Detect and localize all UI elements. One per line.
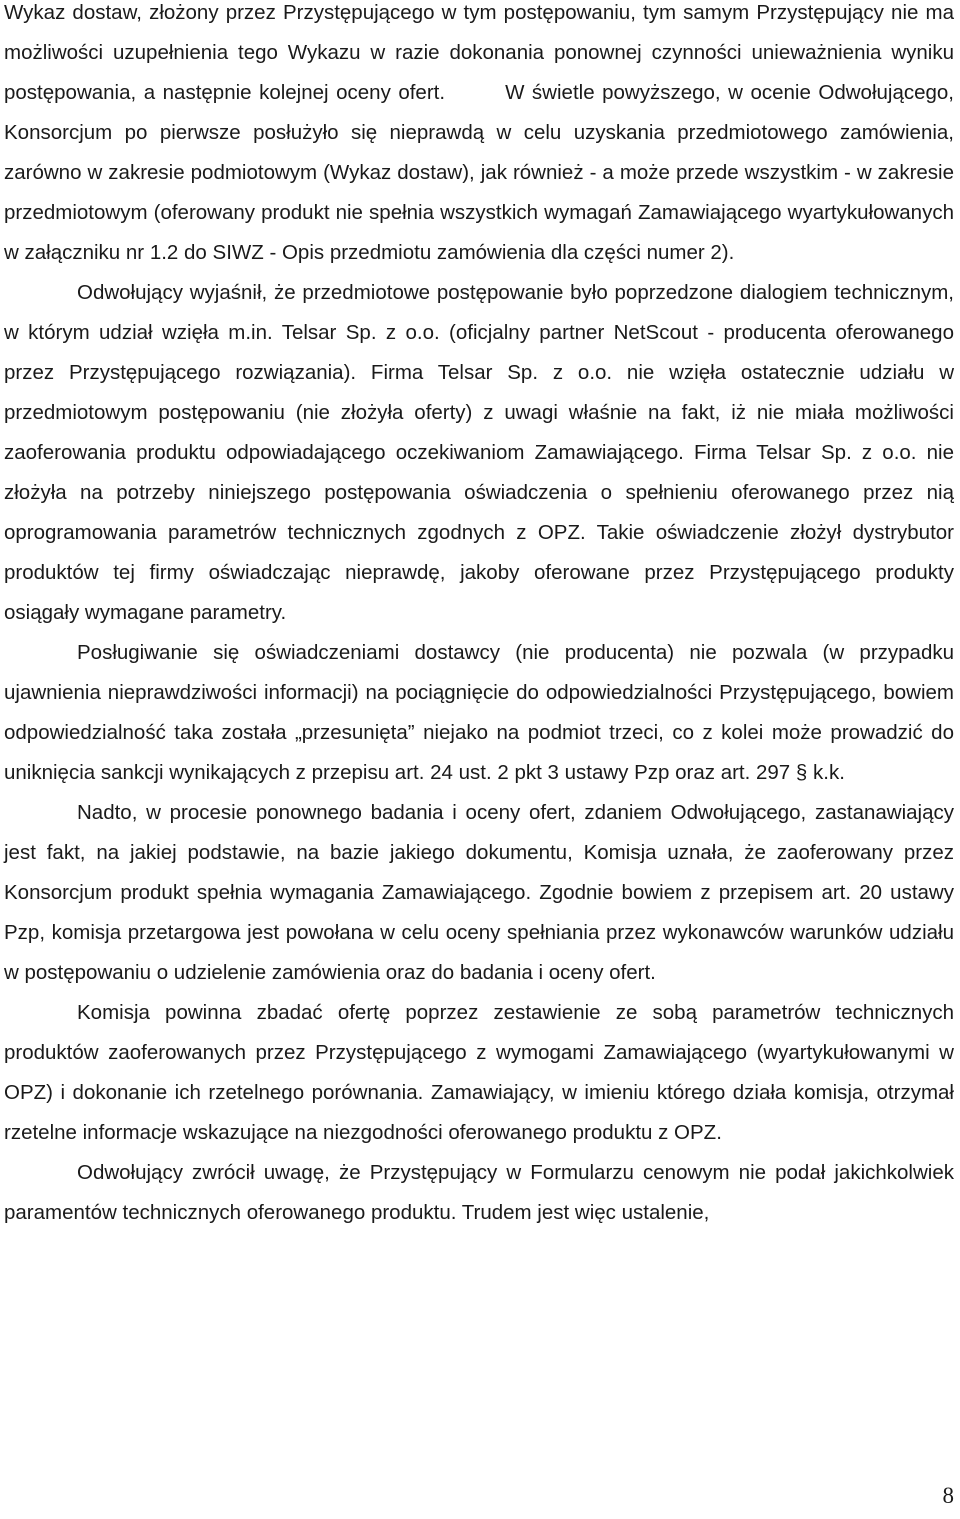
paragraph-3: Posługiwanie się oświadczeniami dostawcy (nie producenta) nie pozwala (w przypadku ujawnienia nieprawdziwości informacji) na pociągnięcie do odpowiedzialności Przystępującego, bowiem odpowiedzialność taka została „przesunięta” niejako na podmiot trzeci, co z kolei może prowadzić do uniknięcia sankcji wynikających z przepisu art. 24 ust. 2 pkt 3 ustawy Pzp oraz art. 297 § k.k. [4, 641, 954, 784]
paragraph-1-continuation: W świetle powyższego, w ocenie Odwołującego, Konsorcjum po pierwsze posłużyło się nieprawdą w celu uzyskania przedmiotowego zamówienia, zarówno w zakresie podmiotowym (Wykaz dostaw), jak również - a może przede wszystkim - w zakresie przedmiotowym (oferowany produkt nie spełnia wszystkich wymagań Zamawiającego wyartykułowanych w załączniku nr 1.2 do SIWZ - Opis przedmiotu zamówienia dla części numer 2). [4, 81, 954, 264]
paragraph-2: Odwołujący wyjaśnił, że przedmiotowe postępowanie było poprzedzone dialogiem technicznym, w którym udział wzięła m.in. Telsar Sp. z o.o. (oficjalny partner NetScout - producenta oferowanego przez Przystępującego rozwiązania). Firma Telsar Sp. z o.o. nie wzięła ostatecznie udziału w przedmiotowym postępowaniu (nie złożyła oferty) z uwagi właśnie na fakt, iż nie miała możliwości zaoferowania produktu odpowiadającego oczekiwaniom Zamawiającego. Firma Telsar Sp. z o.o. nie złożyła na potrzeby niniejszego postępowania oświadczenia o spełnieniu oferowanego przez nią oprogramowania parametrów technicznych zgodnych z OPZ. Takie oświadczenie złożył dystrybutor produktów tej firmy oświadczając nieprawdę, jakoby oferowane przez Przystępującego produkty osiągały wymagane parametry. [4, 281, 954, 624]
page-number: 8 [942, 1483, 954, 1508]
paragraph-6: Odwołujący zwrócił uwagę, że Przystępujący w Formularzu cenowym nie podał jakichkolwiek paramentów technicznych oferowanego produktu. Trudem jest więc ustalenie, [4, 1161, 954, 1224]
paragraph-4: Nadto, w procesie ponownego badania i oceny ofert, zdaniem Odwołującego, zastanawiający jest fakt, na jakiej podstawie, na bazie jakiego dokumentu, Komisja uznała, że zaoferowany przez Konsorcjum produkt spełnia wymagania Zamawiającego. Zgodnie bowiem z przepisem art. 20 ustawy Pzp, komisja przetargowa jest powołana w celu oceny spełniania przez wykonawców warunków udziału w postępowaniu o udzielenie zamówienia oraz do badania i oceny ofert. [4, 801, 954, 984]
paragraph-1 [4, 0, 954, 273]
paragraph-5: Komisja powinna zbadać ofertę poprzez zestawienie ze sobą parametrów technicznych produktów zaoferowanych przez Przystępującego z wymogami Zamawiającego (wyartykułowanymi w OPZ) i dokonanie ich rzetelnego porównania. Zamawiający, w imieniu którego działa komisja, otrzymał rzetelne informacje wskazujące na niezgodności oferowanego produktu z OPZ. [4, 1001, 954, 1144]
paragraph-1-text [4, 1, 954, 264]
document-page [4, 0, 954, 1233]
paragraph-1-lead: Wykaz dostaw, złożony przez Przystępującego w tym postępowaniu, tym samym Przystępujący nie ma możliwości uzupełnienia tego Wykazu w razie dokonania ponownej czynności unieważnienia wyniku postępowania, a następnie kolejnej oceny ofert. [4, 1, 954, 104]
